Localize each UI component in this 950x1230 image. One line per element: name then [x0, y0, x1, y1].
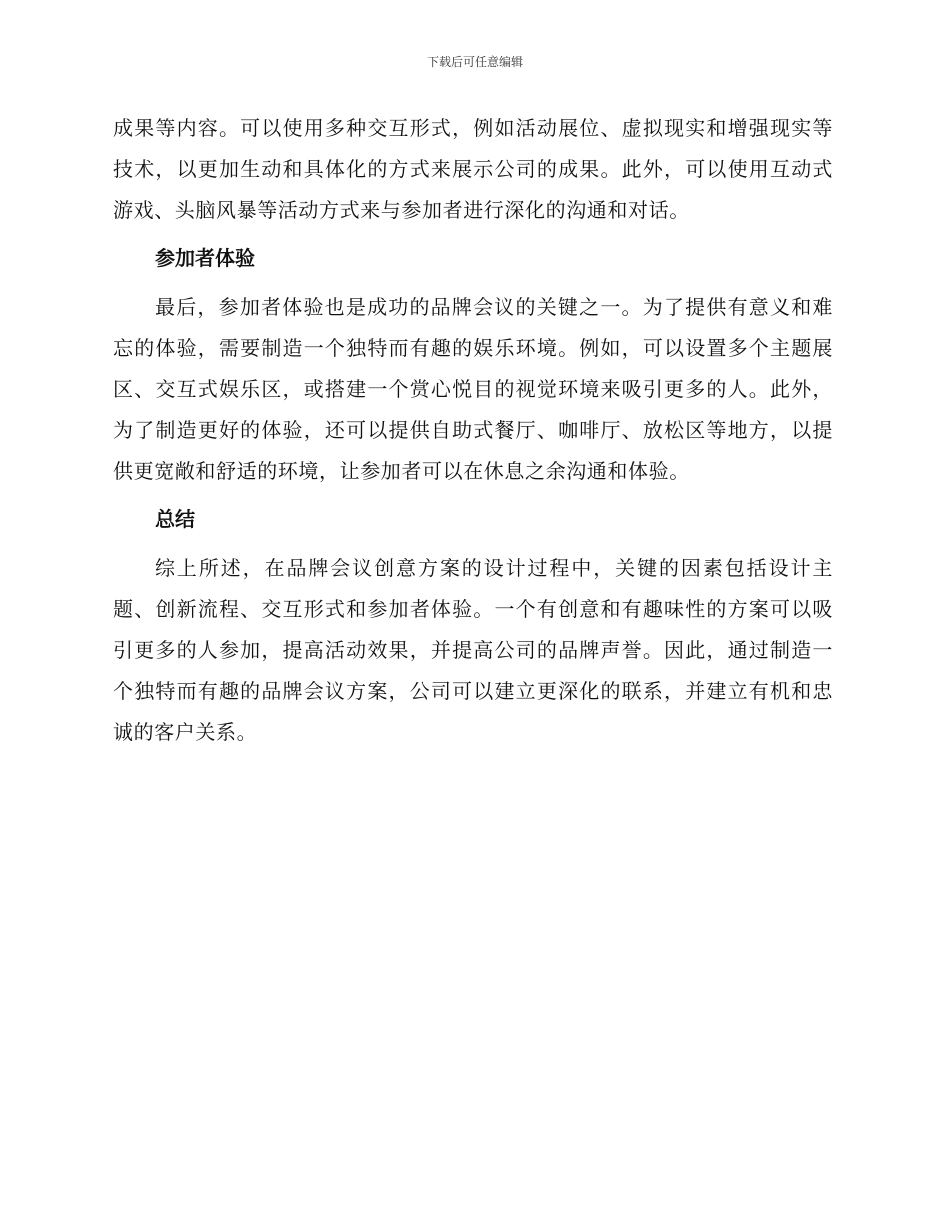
document-body — [113, 108, 833, 753]
paragraph-continued: 成果等内容。可以使用多种交互形式，例如活动展位、虚拟现实和增强现实等技术，以更加生动和具体化的方式来展示公司的成果。此外，可以使用互动式游戏、头脑风暴等活动方式来与参加者进行深化的沟通和对话。 — [113, 116, 833, 222]
page-header: 下载后可任意编辑 — [426, 55, 523, 69]
heading-participant-experience: 参加者体验 — [155, 246, 255, 270]
paragraph-participant-experience: 最后，参加者体验也是成功的品牌会议的关键之一。为了提供有意义和难忘的体验，需要制造一个独特而有趣的娱乐环境。例如，可以设置多个主题展区、交互式娱乐区，或搭建一个赏心悦目的视觉环境来吸引更多的人。此外，为了制造更好的体验，还可以提供自助式餐厅、咖啡厅、放松区等地方，以提供更宽敞和舒适的环境，让参加者可以在休息之余沟通和体验。 — [113, 295, 833, 483]
paragraph-summary: 综上所述，在品牌会议创意方案的设计过程中，关键的因素包括设计主题、创新流程、交互形式和参加者体验。一个有创意和有趣味性的方案可以吸引更多的人参加，提高活动效果，并提高公司的品牌声誉。因此，通过制造一个独特而有趣的品牌会议方案，公司可以建立更深化的联系，并建立有机和忠诚的客户关系。 — [113, 556, 833, 744]
heading-summary: 总结 — [155, 507, 195, 531]
